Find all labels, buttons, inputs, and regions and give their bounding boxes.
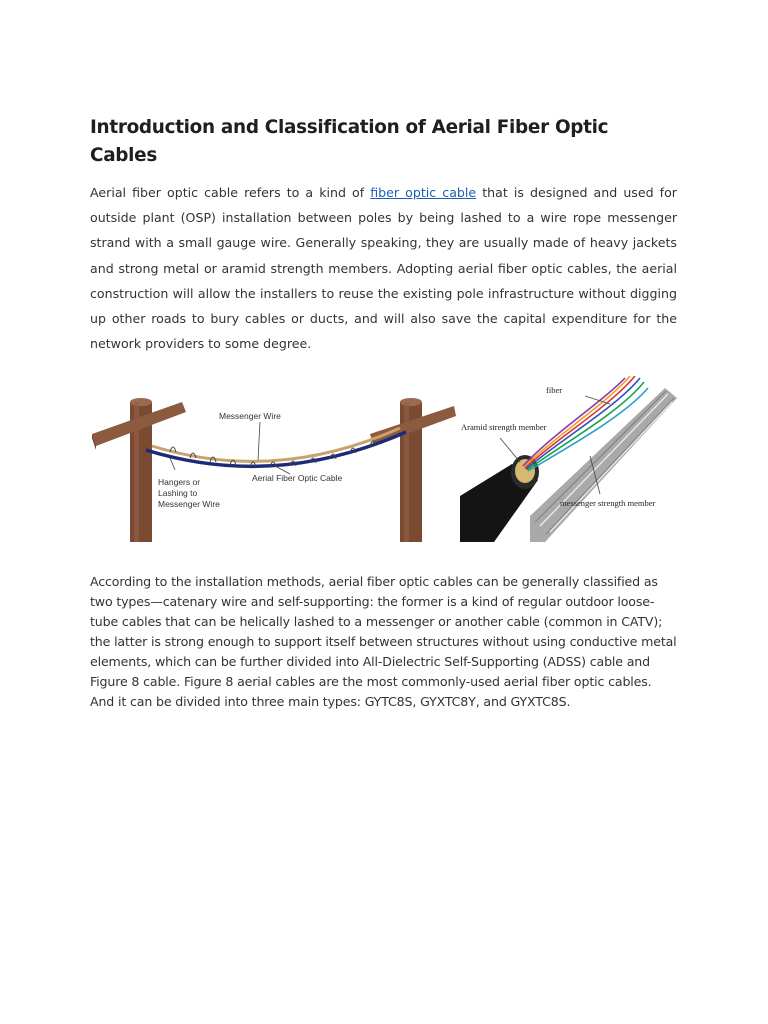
aramid-label: Aramid strength member: [461, 422, 547, 433]
messenger-label: messenger strength member: [560, 498, 656, 509]
aerial-installation-diagram: [90, 392, 457, 542]
article: [90, 114, 677, 712]
fiber-label: fiber: [546, 385, 563, 396]
figure-row: [90, 376, 677, 542]
messenger-wire-label: Messenger Wire: [219, 411, 281, 422]
fiber-optic-cable-link[interactable]: fiber optic cable: [370, 185, 477, 200]
hangers-label-3: Messenger Wire: [158, 499, 220, 510]
hangers-label-2: Lashing to: [158, 488, 198, 499]
intro-text-end: that is designed and used for outside plant (OSP) installation between poles by being lashed to a wire rope messenger strand with a small gauge wire. Generally speaking, they are usually made of heavy jackets and strong metal or aramid strength members. Adopting aerial fiber optic cables, the aerial construction will allow the installers to reuse the existing pole infrastructure without digging up other roads to bury cables or ducts, and will also save the capital expenditure for the network providers to some degree.: [90, 185, 677, 352]
messenger-wire: [152, 428, 400, 461]
intro-paragraph: [90, 180, 677, 356]
hangers-label-1: Hangers or: [158, 477, 201, 488]
figure8-cable-diagram: [460, 376, 677, 542]
intro-text-start: Aerial fiber optic cable refers to a kind of: [90, 185, 371, 200]
cable-label: Aerial Fiber Optic Cable: [252, 473, 343, 484]
classification-paragraph: According to the installation methods, aerial fiber optic cables can be generally classified as two types—catenary wire and self-supporting: the former is a kind of regular outdoor loose-tube cables that can be helically lashed to a messenger or another cable (common in CATV); the latter is strong enough to support itself between structures without using conductive metal elements, which can be further divided into All-Dielectric Self-Supporting (ADSS) cable and Figure 8 cable. Figure 8 aerial cables are the most commonly-used aerial fiber optic cables. And it can be divided into three main types: GYTC8S, GYXTC8Y, and GYXTC8S.: [90, 574, 677, 710]
article-title: Introduction and Classification of Aerial Fiber Optic Cables: [90, 117, 609, 166]
